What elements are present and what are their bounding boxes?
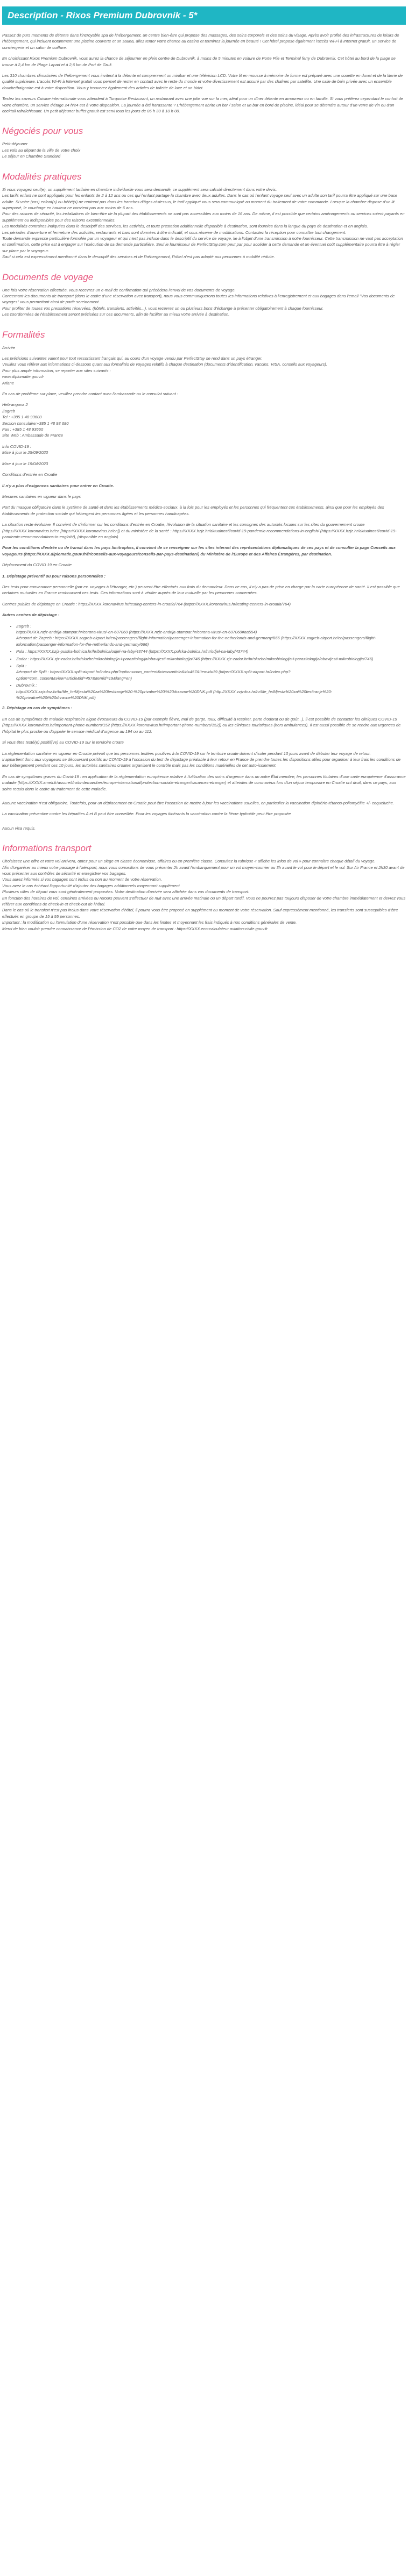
no-requirements: Il n'y a plus d'exigences sanitaires pour entrer en Croatie. xyxy=(2,483,114,488)
documents-text: Une fois votre réservation effectuée, vous recevrez un e-mail de confirmation qui précèdera l'envoi de vos documents de voyage. Concernant les documents de transport (dans le cadre d'une réservation avec transport), nous vous communiquerons toutes les informations relatives à l'enregistrement et aux bagages dans l'email "Vos documents de voyages" vous permettant ainsi de partir sereinement. Pour profiter de toutes vos prestations réservées, (hôtels, transferts, activités...), vous recevrez un ou plusieurs bons d'échange à présenter obligatoirement à chaque fournisseur. Les coordonnées de l'établissement seront précisées sur ces documents, afin de faciliter au mieux votre arrivée à destination. xyxy=(2,287,395,317)
hepatitis-text: La vaccination préventive contre les hépatites A et B peut être conseillée. Pour les voyages itinérants la vaccination contre la fièvre typhoïde peut être proposée xyxy=(2,811,291,817)
public-centers: Centres publics de dépistage en Croatie : https://XXXX.koronavirus.hr/testing-centers-in-croatia/764 (https://XXXX.koronavirus.hr/testing-centers-in-croatia/764) xyxy=(2,601,291,606)
description-paragraph: Testez les saveurs Cuisine internationale vous attendent à Turquoise Restaurant, un restaurant avec une jolie vue sur la mer, idéal pour un dîner détente en amoureux ou en famille. Si vous préférez cependant le confort de votre chambre, un service d'étage 24 h/24 est à votre disposition. La journée a été harassante ? L'hébergement abrite un bar / salon et un bar en bord de piscine, idéal pour se détendre autour d'un verre de vin ou d'un cocktail rafraîchissant. Un petit déjeuner buffet gratuit est servi tous les jours de 06 h 30 à 10 h 00. xyxy=(2,96,404,114)
transport-title: Informations transport xyxy=(2,843,92,854)
negocies-title: Négociés pour vous xyxy=(2,126,83,137)
page xyxy=(0,6,408,947)
documents-title: Documents de voyage xyxy=(2,272,94,282)
description-banner: Description - Rixos Premium Dubrovnik - 5* xyxy=(2,6,406,25)
covid-info: Info COVID-19 : Mise à jour le 25/09/2020 xyxy=(2,444,48,455)
positive-heading: Si vous êtes testé(e) positif(ve) au COVID-19 sur le territoire croate xyxy=(2,740,124,745)
other-centers: Autres centres de dépistage : xyxy=(2,612,60,618)
testing-heading-1: 1. Dépistage préventif ou pour raisons personnelles : xyxy=(2,573,105,579)
list-item: • Pula : https://XXXX.hzjz-pulska-bolnica.hr/hr/bolnica/odjel-na-laby/43744 (https://XXXX.pulska-bolnica.hr/hr/odjel-na-laby/43744) xyxy=(16,648,406,654)
situation-text: La situation reste évolutive. Il convient de s'informer sur les conditions d'entrée en Croatie, l'évolution de la situation sanitaire et les consignes des autorités locales sur les sites du gouvernement croate (https://XXXX.koronavirus.hr/en [https://XXXX.koronavirus.hr/en]) et du ministère de la santé : https://XXXX.hzjz.hr/aktualnosti/covid-19-pandemic-recommendations-in-english/ (https://XXXX.hzjz.hr/aktualnosti/covid-19-pandemic-recommendations-in-english/), (disponible en anglais) xyxy=(2,522,397,539)
transport-text: Choisissez une offre et votre vol arrivera, optez pour un siège en classe économique, affaires ou en première classe. Consultez la rubrique « affiche les infos de vol » pour connaître chaque détail du voyage. Afin d'organiser au mieux votre passage à l'aéroport, nous vous conseillons de vous présenter 2h avant l'embarquement pour un vol moyen-courrier ou 3h avant le vol pour le départ et le vol. Sur Air France et 2h30 avant de vous présenter aux contrôles de sécurité et enregistrer vos bagages. Vous aurez informés si vos bagages sont inclus ou non au moment de votre réservation. Vous avez le cas échéant l'opportunité d'ajouter des bagages additionnels moyennant supplément Plusieurs villes de départ vous sont généralement proposées. Votre destination d'arrivée sera affichée dans vos documents de transport. En fonction des horaires de vol, certaines arrivées ou retours peuvent s'effectuer de nuit avec une arrivée matinale ou un départ tardif. Vous ne pourrez pas toujours disposer de votre chambre immédiatement et devrez vous référer aux conditions de check-in et check-out de l'hôtel. Dans le cas où le transfert n'est pas inclus dans votre réservation d'hôtel, il pourra vous être proposé en supplément au moment de votre réservation. Sauf expressément mentionné, les transferts sont susceptibles d'être effectués en groupe de 15 à 55 personnes. Important : la modification ou l'annulation d'une réservation n'est possible que dans les limites et moyennant les frais indiqués à nos conditions générales de vente. Merci de bien vouloir prendre connaissance de l'émission de CO2 de votre moyen de transport : https://XXXX.eco-calculateur.aviation-civile.gouv.fr xyxy=(2,859,406,931)
formalites-intro: Les précisions suivantes valent pour tout ressortissant français qui, au cours d'un voyage vendu par PerfectStay se rend dans un pays étranger. Veuillez vous référer aux informations ci-dessous quant aux formalités de voyages relatifs à chaque destination (documents d'identification, vaccins, VISA, conseils aux voyageurs). Pour plus ample information, se reporter aux sites suivants : www.diplomatie.gouv.fr Ariane xyxy=(2,356,327,386)
symptoms-text: En cas de symptômes de maladie respiratoire aiguë évocateurs du COVID-19 (par exemple fièvre, mal de gorge, toux, difficulté à respirer, perte d'odorat ou de goût...), il est possible de contacter les cliniques COVID-19 (https://XXXX.koronavirus.hr/important-phone-numbers/152 (https://XXXX.koronavirus.hr/important-phone-numbers/152)) ou les cliniques touristiques (hors ambulances). Il est aussi possible de se rendre aux urgences de l'hôpital le plus proche ou d'appeler le service médical d'urgence au 194 ou au 112. xyxy=(2,716,401,734)
formalites-arrivee: Arrivée xyxy=(2,345,16,350)
measures-heading: Mesures sanitaires en vigueur dans le pays xyxy=(2,494,81,499)
testing-personal: Des tests pour convenance personnelle (par ex. voyages à l'étranger, etc.) peuvent être effectués aux frais du demandeur. Dans ce cas, il n'y a pas de prise en charge par la carte européenne de santé. Il est possible que certaines mutuelles en France remboursent ces tests. Ces informations sont à vérifier auprès de leur mutuelle par les personnes concernées. xyxy=(2,584,400,596)
centers-list xyxy=(2,623,406,701)
description-paragraph: En choisissant Rixos Premium Dubrovnik, vous aurez la chance de séjourner en plein centre de Dubrovnik, à moins de 5 minutes en voiture de Porte Pile et Terminal ferry de Dubrovnik. Cet hôtel au bord de la plage se trouve à 2,4 km de Plage Lapad et à 2,6 km de Port de Gruž. xyxy=(2,56,396,67)
mask-rule: Port du masque obligatoire dans le système de santé et dans les établissements médico-sociaux, à la fois pour les employés et les personnes qui fréquentent ces établissements, ainsi que pour les employés des établissements de protection sociale qui hébergent les personnes âgées et les personnes handicapées. xyxy=(2,505,384,516)
formalites-title: Formalités xyxy=(2,329,45,340)
severe-symptoms: En cas de symptômes graves du Covid-19 : en application de la réglementation européenne relative à l'utilisation des soins d'urgence dans un autre État membre, les personnes titulaires d'une carte européenne d'assurance maladie (https://XXXX.ameli.fr/assure/droits-demarches/europe-international/protection-sociale-etranger/vacances-etranger) et atteintes de coronavirus lors d'un séjour temporaire en Croatie ont droit, dans ce pays, aux soins requis dans le cadre du traitement de cette maladie. xyxy=(2,774,406,791)
list-item: • Zagreb : https://XXXX.nzjz-andrija-stampar.hr/corona-virus/-en-607060 (https://XXXX.nzjz-andrija-stampar.hr/corona-virus/-en-607060#aa554) Aéroport de Zagreb : https://XXXX.zagreb-airport.hr/en/passengers/flight-information/passenger-information-for-the-netherlands-and-germany/666 (https://XXXX.zagreb-airport.hr/en/passengers/flight-information/passenger-information-for-the-netherlands-and-germany/666) xyxy=(16,623,406,648)
description-paragraph: Passez de purs moments de détente dans l'incroyable spa de l'hébergement, un centre bien-être qui propose des massages, des soins corporels et des soins du visage. Après avoir profité des infrastructures de loisirs de l'hébergement, qui incluent notamment une piscine couverte et un sauna, allez tenter votre chance au casino et terminez la journée en beauté ! Cet hôtel propose également l'accès Wi-Fi à Internet gratuit, un service de conciergerie et un salon de coiffure. xyxy=(2,33,399,50)
neighbor-conditions: Pour les conditions d'entrée ou de transit dans les pays limitrophes, il convient de se renseigner sur les sites internet des représentations diplomatiques de ces pays et de consulter la page Conseils aux voyageurs (https://XXXX.diplomatie.gouv.fr/fr/conseils-aux-voyageurs/conseils-par-pays-destination/) du Ministère de l'Europe et des Affaires Étrangères, par destination. xyxy=(2,545,396,556)
modalites-text: Si vous voyagez seul(e), un supplément tarifaire en chambre individuelle vous sera demandé, ce supplément sera calculé directement dans votre devis. Les tarifs enfant ne sont appliqués pour les enfants de 2 à 12 ans ou ces qui l'enfant partage la chambre avec deux adultes. Dans le cas où l'enfant voyage seul avec un adulte son tarif pourra être appliqué sur une base adulte. Si votre (vos) enfant(s) ou bébé(s) ne rentrent pas dans les tranches d'âges ci-dessus, le tarif appliqué vous sera communiqué au moment du traitement de votre commande. Lorsque la chambre dispose d'un lit superposé, le couchage en hauteur ne convient pas aux moins de 6 ans. Pour des raisons de sécurité, les installations de bien-être de la plupart des établissements ne sont pas accessibles aux moins de 16 ans. De même, il est possible que certains aménagements ou services soient payants en supplément ou indisponibles pour des raisons exceptionnelles. Les modalités contraires indiquées dans le descriptif des services, les activités, et toute prestation additionnelle disponible à destination, sont fournies dans la langue du pays de destination et en anglais. Les périodes d'ouverture et fermeture des activités, restaurants et bars sont données à titre indicatif, et sous réserve de modifications. Contactez la réception pour connaître tout changement. Toute demande expresse particulière formulée par un voyageur et qui n'est pas incluse dans le descriptif du service de voyage, lie à l'objet d'une transmission à notre fournisseur. Cette transmission ne vaut pas acceptation et confirmation, cette prise est à engager sur l'exécution de sa demande particulière. Seul le fournisseur de PerfectStay.com peut par pour accéder à cette demande et un éventuel coût supplémentaire pourra être à régler sur place par le voyageur. Sauf si cela est expressément mentionné dans le descriptif des services et de l'hébergement, l'hôtel n'est pas adapté aux personnes à mobilité réduite. xyxy=(2,187,405,260)
list-item: • Dubrovnik : http://XXXX.zzjzdnz.hr/hr/file_hr/Mjesta%20za%20testiranje%20-%20privatne%20i%20drzavne%20DNK.pdf (http://XXXX.zzjzdnz.hr/hr/file_hr/Mjesta%20za%20testiranje%20-%20privatne%20i%20drzavne%20DNK.pdf) xyxy=(16,682,406,701)
vaccination-text: Aucune vaccination n'est obligatoire. Toutefois, pour un déplacement en Croatie peut être l'occasion de mettre à jour les vaccinations usuelles, en particulier la vaccination diphtérie-tétanos-poliomyélite +/- coqueluche. xyxy=(2,800,395,805)
description-paragraph: Les 310 chambres climatisées de l'hébergement vous invitent à la détente et comprennent un minibar et une télévision LCD. Votre lit en mousse à mémoire de forme est préparé avec une couette en duvet et de la literie de qualité supérieure. L'accès Wi-Fi à Internet gratuit vous permet de rester en contact avec le reste du monde et votre divertissement est assuré par des chaînes par satellite. Une salle de bain privée avec un ensemble douche/baignoire est à votre disposition. Vous y trouverez également des articles de toilette de luxe et un bidet. xyxy=(2,73,403,90)
list-item: • Zadar : https://XXXX.zjz-zadar.hr/hr/sluzbe/mikrobiologija-i-parazitologija/obavijesti-mikrobiologija/746 (https://XXXX.zjz-zadar.hr/hr/sluzbe/mikrobiologija-i-parazitologija/obavijesti-mikrobiologija/746) xyxy=(16,656,406,662)
negocies-list: Petit-déjeuner Les vols au départ de la ville de votre choix Le séjour en Chambre Standard xyxy=(2,141,81,159)
isolation-text: La réglementation sanitaire en vigueur en Croatie prévoit que les personnes testées positives à la COVID-19 sur le territoire croate doivent s'isoler pendant 10 jours avant de débuter leur voyage de retour. Il appartient donc aux voyageurs se découvrant positifs au COVID-19 à l'occasion du test de dépistage préalable à leur retour en France de prendre toutes les dispositions utiles pour organiser à leur frais les conditions de leur hébergement pendant ces 10 jours, les autorités sanitaires croates organisent le contrôle mais pas les conditions matérielles de cet auto-isolement. xyxy=(2,751,401,768)
entry-conditions: Conditions d'entrée en Croatie xyxy=(2,472,58,477)
list-item: • Split : Aéroport de Split : https://XXXX.split-airport.hr/index.php?option=com_content&view=article&id=457&Itemid=19 (https://XXXX.split-airport.hr/index.php?option=com_content&view=article&id=457&Itemid=19&lang=en) xyxy=(16,663,406,681)
update-date: Mise à jour le 19/04/2023 xyxy=(2,461,48,466)
visa-text: Aucun visa requis. xyxy=(2,825,36,831)
covid-travel: Déplacement du COVID 19 en Croatie xyxy=(2,562,72,568)
description-section xyxy=(2,32,406,114)
formalites-contact-intro: En cas de problème sur place, veuillez prendre contact avec l'ambassade ou le consulat suivant : xyxy=(2,391,178,397)
modalites-title: Modalités pratiques xyxy=(2,171,82,182)
testing-heading-2: 2. Dépistage en cas de symptômes : xyxy=(2,705,73,711)
embassy-address: Hebrangova 2 Zagreb Tel : +385 1 48 93600 Section consulaire:+385 1 48 93 680 Fax : +385 1 48 93660 Site Web : Ambassade de France xyxy=(2,402,69,438)
